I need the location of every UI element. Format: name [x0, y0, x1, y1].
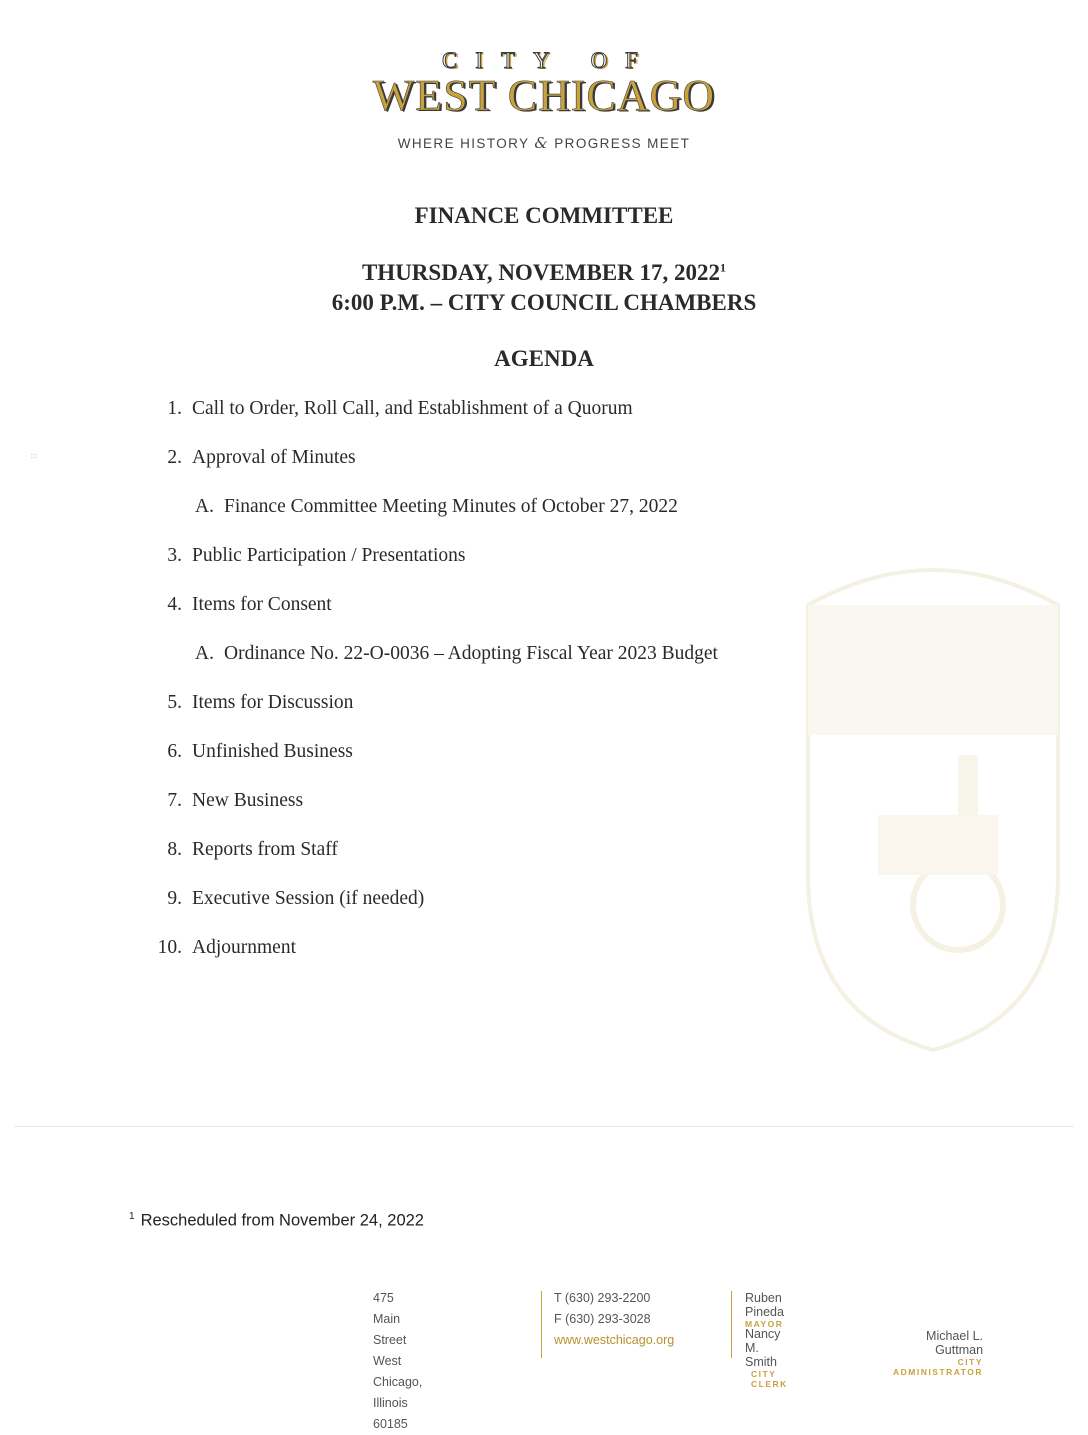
agenda-item-number: 7. [167, 790, 182, 811]
footnote-text: Rescheduled from November 24, 2022 [140, 1211, 424, 1230]
agenda-item-1 [167, 398, 633, 420]
tagline-part-1: WHERE HISTORY [397, 136, 530, 151]
agenda-subitem-4a [195, 643, 718, 665]
agenda-item-number: 4. [167, 594, 182, 615]
agenda-item-number: 6. [167, 741, 182, 762]
tagline-part-2: PROGRESS MEET [554, 136, 691, 151]
agenda-item-text: Items for Discussion [192, 692, 354, 713]
agenda-subitem-text: Finance Committee Meeting Minutes of October 27, 2022 [224, 496, 678, 517]
official-city-clerk [745, 1327, 788, 1389]
official-name: Nancy M. Smith [745, 1327, 781, 1369]
agenda-item-text: Public Participation / Presentations [192, 545, 466, 566]
footnote [129, 1211, 424, 1231]
footer-divider-2 [731, 1291, 732, 1358]
footer-address [373, 1288, 422, 1435]
city-logo [0, 48, 1088, 118]
address-street: 475 Main Street [373, 1291, 407, 1347]
agenda-item-number: 2. [167, 447, 182, 468]
agenda-title: AGENDA [494, 346, 594, 371]
contact-phone: T (630) 293-2200 [554, 1291, 651, 1305]
agenda-item-text: Approval of Minutes [192, 447, 356, 468]
agenda-item-text: New Business [192, 790, 304, 811]
agenda-subitem-2a [195, 496, 678, 518]
logo-city-of: CITY OF [442, 48, 656, 73]
margin-mark: ∷ [31, 452, 37, 461]
footnote-mark: 1 [129, 1211, 135, 1222]
official-city-administrator [893, 1329, 983, 1377]
official-mayor [745, 1291, 784, 1329]
agenda-item-3 [167, 545, 466, 567]
contact-fax: F (630) 293-3028 [554, 1312, 651, 1326]
date-footnote-mark: 1 [720, 260, 727, 275]
agenda-item-number: 10. [157, 937, 182, 958]
logo-tagline [0, 134, 1088, 152]
logo-city-name: WEST CHICAGO [372, 71, 716, 120]
footer-contact [554, 1288, 674, 1351]
agenda-item-text: Unfinished Business [192, 741, 353, 762]
agenda-item-10 [157, 937, 296, 959]
agenda-item-text: Adjournment [192, 937, 296, 958]
official-title: CITY ADMINISTRATOR [893, 1357, 984, 1377]
agenda-item-number: 8. [167, 839, 182, 860]
agenda-item-5 [167, 692, 354, 714]
agenda-item-9 [167, 888, 425, 910]
agenda-item-text: Call to Order, Roll Call, and Establishment of a Quorum [192, 398, 633, 419]
tagline-ampersand: & [534, 134, 550, 152]
agenda-item-text: Items for Consent [192, 594, 332, 615]
agenda-subitem-letter: A. [195, 643, 214, 664]
city-seal-watermark-icon [788, 545, 1078, 1055]
official-name: Ruben Pineda [745, 1291, 784, 1319]
agenda-item-text: Executive Session (if needed) [192, 888, 425, 909]
official-title: MAYOR [745, 1319, 784, 1329]
footer-divider-1 [541, 1291, 542, 1358]
meeting-date [0, 260, 1088, 286]
agenda-item-8 [167, 839, 338, 861]
agenda-item-number: 3. [167, 545, 182, 566]
agenda-item-4 [167, 594, 332, 616]
agenda-item-number: 9. [167, 888, 182, 909]
official-title: CITY CLERK [751, 1369, 788, 1389]
contact-website-link[interactable]: www.westchicago.org [554, 1333, 675, 1347]
address-zip: 60185 [373, 1417, 408, 1431]
agenda-item-number: 5. [167, 692, 182, 713]
agenda-item-number: 1. [167, 398, 182, 419]
agenda-item-2 [167, 447, 356, 469]
agenda-item-text: Reports from Staff [192, 839, 338, 860]
committee-title: FINANCE COMMITTEE [414, 203, 674, 228]
official-name: Michael L. Guttman [926, 1329, 984, 1357]
footer-divider [14, 1126, 1074, 1127]
meeting-time-place: 6:00 P.M. – CITY COUNCIL CHAMBERS [331, 290, 757, 315]
agenda-item-6 [167, 741, 353, 763]
agenda-subitem-text: Ordinance No. 22-O-0036 – Adopting Fiscal Year 2023 Budget [224, 643, 718, 664]
meeting-date-text: THURSDAY, NOVEMBER 17, 2022 [361, 260, 721, 285]
address-city: West Chicago, Illinois [373, 1354, 423, 1410]
agenda-item-7 [167, 790, 304, 812]
agenda-subitem-letter: A. [195, 496, 214, 517]
